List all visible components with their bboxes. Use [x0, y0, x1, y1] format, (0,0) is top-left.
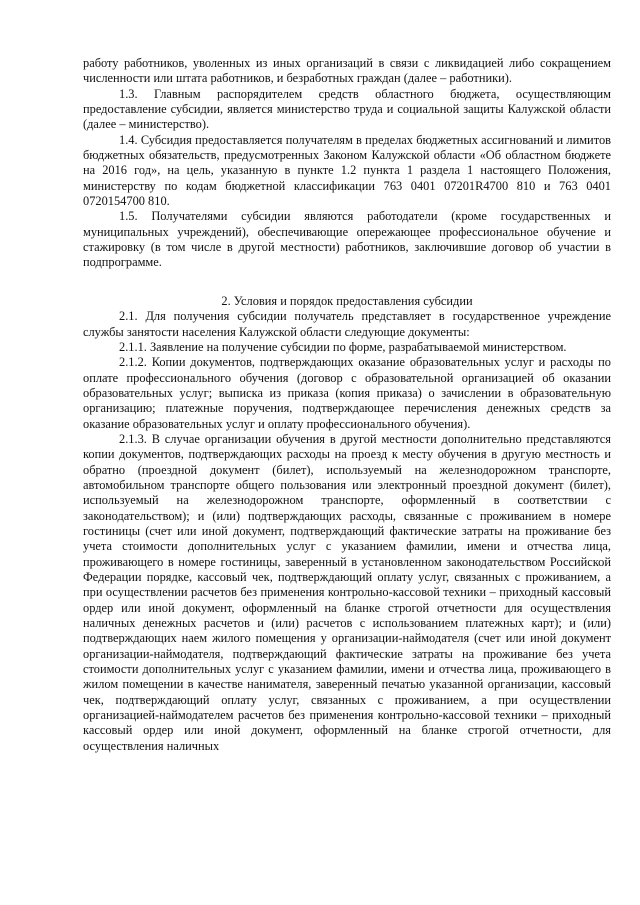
paragraph-1-5: 1.5. Получателями субсидии являются работодатели (кроме государственных и муниципальных учреждений), обеспечивающие опережающее профессиональное обучение и стажировку (в том числе в другой местности) работников, заключившие договор об участии в подпрограмме.: [83, 209, 611, 270]
document-page: [83, 56, 611, 754]
section-title: 2. Условия и порядок предоставления субсидии: [221, 293, 473, 308]
paragraph-2-1-1: 2.1.1. Заявление на получение субсидии по форме, разрабатываемой министерством.: [119, 339, 567, 354]
paragraph-2-1-2: 2.1.2. Копии документов, подтверждающих оказание образовательных услуг и расходы по оплате профессионального обучения (договор с образовательной организацией об оказании образовательных услуг; выписка из приказа (копия приказа) о зачислении в образовательную организацию; платежные поручения, подтверждающее перечисления денежных средств за оказание образовательных услуг и оплату профессионального обучения).: [83, 355, 611, 431]
paragraph-1-4: 1.4. Субсидия предоставляется получателям в пределах бюджетных ассигнований и лимитов бюджетных обязательств, предусмотренных Законом Калужской области «Об областном бюджете на 2016 год», на цель, указанную в пункте 1.2 пункта 1 раздела 1 настоящего Положения, министерству по кодам бюджетной классификации 763 0401 07201R4700 810 и 763 0401 0720154700 810.: [83, 132, 611, 209]
paragraph-2-1: 2.1. Для получения субсидии получатель представляет в государственное учреждение службы занятости населения Калужской области следующие документы:: [83, 309, 611, 339]
paragraph-1-3: 1.3. Главным распорядителем средств областного бюджета, осуществляющим предоставление субсидии, является министерство труда и социальной защиты Калужской области (далее – министерство).: [83, 86, 611, 132]
paragraph-2-1-3: 2.1.3. В случае организации обучения в другой местности дополнительно представляются копии документов, подтверждающих расходы на проезд к месту обучения в другую местность и обратно (проездной документ (билет), используемый на железнодорожном транспорте, автомобильном транспорте общего пользования или электронный проездной документ (билет), используемый на железнодорожном транспорте, оформленный в соответствии с законодательством); и (или) подтверждающих расходы, связанные с проживанием в номере гостиницы (счет или иной документ, подтверждающий фактические затраты на проживание без учета стоимости дополнительных услуг с указанием фамилии, имени и отчества лица, проживающего в номере гостиницы, заверенный в установленном законодательством Российской Федерации порядке, кассовый чек, подтверждающий оплату услуг, связанных с проживанием, а при осуществлении расчетов без применения контрольно-кассовой техники – приходный кассовый ордер или иной документ, оформленный на бланке строгой отчетности для осуществления наличных денежных расчетов и (или) расчетов с использованием платежных карт); и (или) подтверждающих наем жилого помещения у организации-наймодателя (счет или иной документ организации-наймодателя, подтверждающий фактические затраты на проживание без учета стоимости дополнительных услуг с указанием фамилии, имени и отчества лица, проживающего в жилом помещении в качестве нанимателя, заверенный печатью указанной организации, кассовый чек, подтверждающий оплату услуг, связанных с проживанием, а при осуществлении организацией-наймодателем расчетов без применения контрольно-кассовой техники – приходный кассовый ордер или иной документ, оформленный на бланке строгой отчетности, для осуществления наличных: [83, 431, 611, 753]
paragraph-continuation: работу работников, уволенных из иных организаций в связи с ликвидацией либо сокращением численности или штата работников, и безработных граждан (далее – работники).: [83, 56, 611, 86]
